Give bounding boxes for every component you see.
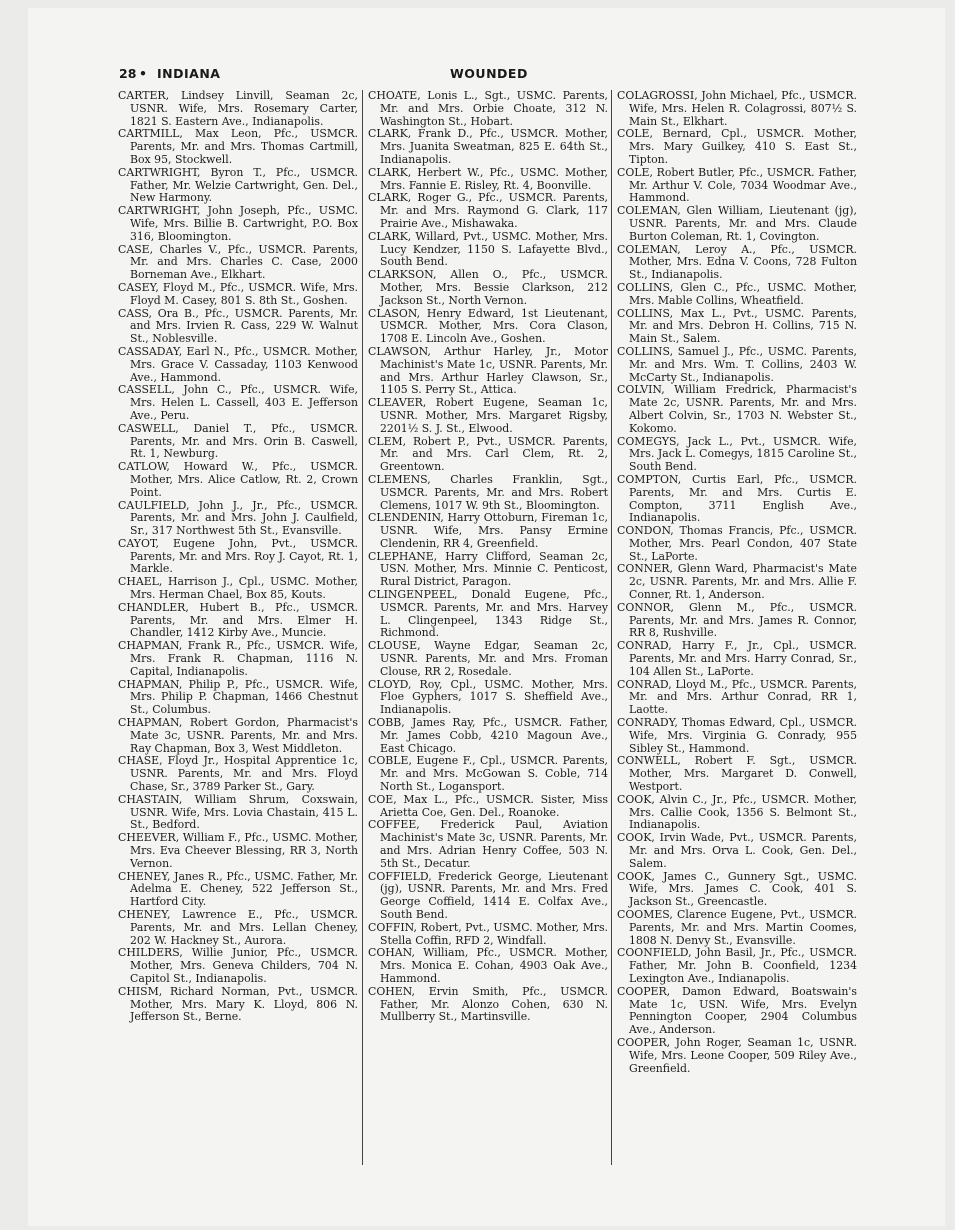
casualty-entry: CONDON, Thomas Francis, Pfc., USMCR. Mother, Mrs. Pearl Condon, 407 State St., LaPorte. xyxy=(617,524,857,563)
casualty-entry: CASSELL, John C., Pfc., USMCR. Wife, Mrs. Helen L. Cassell, 403 E. Jefferson Ave., Peru. xyxy=(118,383,358,422)
casualty-entry: CONNER, Glenn Ward, Pharmacist's Mate 2c, USNR. Parents, Mr. and Mrs. Allie F. Conner, Rt. 1, Anderson. xyxy=(617,562,857,602)
casualty-entry: CLOYD, Roy, Cpl., USMC. Mother, Mrs. Floe Gyphers, 1017 S. Sheffield Ave., Indianapolis. xyxy=(368,677,608,717)
header-state: INDIANA xyxy=(157,66,221,81)
casualty-entry: COMEGYS, Jack L., Pvt., USMCR. Wife, Mrs. Jack L. Comegys, 1815 Caroline St., South Bend. xyxy=(617,434,857,474)
casualty-entry: COMPTON, Curtis Earl, Pfc., USMCR. Parents, Mr. and Mrs. Curtis E. Compton, 3711 English Ave., Indianapolis. xyxy=(617,472,857,525)
casualty-entry: CARTWRIGHT, John Joseph, Pfc., USMC. Wife, Mrs. Billie B. Cartwright, P.O. Box 316, Bloomington. xyxy=(118,204,358,243)
casualty-entry: COLLINS, Samuel J., Pfc., USMC. Parents, Mr. and Mrs. Wm. T. Collins, 2403 W. McCarty St., Indianapolis. xyxy=(617,344,857,384)
casualty-entry: COONFIELD, John Basil, Jr., Pfc., USMCR. Father, Mr. John B. Coonfield, 1234 Lexington Ave., Indianapolis. xyxy=(617,946,857,985)
casualty-entry: CHISM, Richard Norman, Pvt., USMCR. Mother, Mrs. Mary K. Lloyd, 806 N. Jefferson St., Berne. xyxy=(118,984,358,1024)
casualty-entry: COOK, James C., Gunnery Sgt., USMC. Wife, Mrs. James C. Cook, 401 S. Jackson St., Greencastle. xyxy=(617,869,857,909)
casualty-entry: COLE, Bernard, Cpl., USMCR. Mother, Mrs. Mary Guilkey, 410 S. East St., Tipton. xyxy=(617,127,857,166)
casualty-entry: CHANDLER, Hubert B., Pfc., USMCR. Parents, Mr. and Mrs. Elmer H. Chandler, 1412 Kirby Ave., Muncie. xyxy=(118,600,358,640)
casualty-entry: CASS, Ora B., Pfc., USMCR. Parents, Mr. and Mrs. Irvien R. Cass, 229 W. Walnut St., Noblesville. xyxy=(118,306,358,346)
casualty-entry: CONWELL, Robert F. Sgt., USMCR. Mother, Mrs. Margaret D. Conwell, Westport. xyxy=(617,754,857,794)
casualty-entry: CLEM, Robert P., Pvt., USMCR. Parents, Mr. and Mrs. Carl Clem, Rt. 2, Greentown. xyxy=(368,434,608,474)
casualty-entry: CASWELL, Daniel T., Pfc., USMCR. Parents, Mr. and Mrs. Orin B. Caswell, Rt. 1, Newburg. xyxy=(118,421,358,461)
casualty-entry: COLEMAN, Glen William, Lieutenant (jg), USNR. Parents, Mr. and Mrs. Claude Burton Coleman, Rt. 1, Covington. xyxy=(617,204,857,243)
casualty-entry: CLAWSON, Arthur Harley, Jr., Motor Machinist's Mate 1c, USNR. Parents, Mr. and Mrs. Arthur Harley Clawson, Sr., 1105 S. Perry St., Attica. xyxy=(368,344,608,397)
casualty-entry: CLASON, Henry Edward, 1st Lieutenant, USMCR. Mother, Mrs. Cora Clason, 1708 E. Lincoln Ave., Goshen. xyxy=(368,306,608,346)
casualty-entry: CLEAVER, Robert Eugene, Seaman 1c, USNR. Mother, Mrs. Margaret Rigsby, 2201½ S. J. St., Elwood. xyxy=(368,396,608,435)
casualty-entry: CASE, Charles V., Pfc., USMCR. Parents, Mr. and Mrs. Charles C. Case, 2000 Borneman Ave., Elkhart. xyxy=(118,242,358,282)
casualty-entry: CHENEY, Lawrence E., Pfc., USMCR. Parents, Mr. and Mrs. Lellan Cheney, 202 W. Hackney St., Aurora. xyxy=(118,908,358,947)
casualty-entry: CHOATE, Lonis L., Sgt., USMC. Parents, Mr. and Mrs. Orbie Choate, 312 N. Washington St., Hobart. xyxy=(368,90,608,128)
casualty-entry: CLARK, Frank D., Pfc., USMCR. Mother, Mrs. Juanita Sweatman, 825 E. 64th St., Indianapolis. xyxy=(368,127,608,166)
casualty-entry: CLEMENS, Charles Franklin, Sgt., USMCR. Parents, Mr. and Mrs. Robert Clemens, 1017 W. 9th St., Bloomington. xyxy=(368,472,608,512)
casualty-entry: CLOUSE, Wayne Edgar, Seaman 2c, USNR. Parents, Mr. and Mrs. Froman Clouse, RR 2, Rosedale. xyxy=(368,639,608,678)
casualty-entry: COLAGROSSI, John Michael, Pfc., USMCR. Wife, Mrs. Helen R. Colagrossi, 807½ S. Main St., Elkhart. xyxy=(617,90,857,128)
casualty-entry: COE, Max L., Pfc., USMCR. Sister, Miss Arietta Coe, Gen. Del., Roanoke. xyxy=(368,792,608,819)
casualty-entry: COHEN, Ervin Smith, Pfc., USMCR. Father, Mr. Alonzo Cohen, 630 N. Mullberry St., Martinsville. xyxy=(368,984,608,1024)
column-1 xyxy=(118,90,358,1202)
casualty-entry: CONNOR, Glenn M., Pfc., USMCR. Parents, Mr. and Mrs. James R. Connor, RR 8, Rushville. xyxy=(617,600,857,640)
casualty-entry: CASSADAY, Earl N., Pfc., USMCR. Mother, Mrs. Grace V. Cassaday, 1103 Kenwood Ave., Hammond. xyxy=(118,344,358,384)
casualty-entry: COLE, Robert Butler, Pfc., USMCR. Father, Mr. Arthur V. Cole, 7034 Woodmar Ave., Hammond. xyxy=(617,165,857,205)
header-bullet: • xyxy=(139,66,147,81)
casualty-entry: CONRADY, Thomas Edward, Cpl., USMCR. Wife, Mrs. Virginia G. Conrady, 955 Sibley St., Hammond. xyxy=(617,716,857,755)
casualty-entry: COOK, Irvin Wade, Pvt., USMCR. Parents, Mr. and Mrs. Orva L. Cook, Gen. Del., Salem. xyxy=(617,831,857,870)
casualty-entry: COFFIELD, Frederick George, Lieutenant (jg), USNR. Parents, Mr. and Mrs. Fred George Coffield, 1414 E. Colfax Ave., South Bend. xyxy=(368,869,608,921)
casualty-entry: CLARK, Willard, Pvt., USMC. Mother, Mrs. Lucy Kendzer, 1150 S. Lafayette Blvd., South Bend. xyxy=(368,229,608,269)
casualty-entry: CHAEL, Harrison J., Cpl., USMC. Mother, Mrs. Herman Chael, Box 85, Kouts. xyxy=(118,575,358,602)
casualty-entry: CLEPHANE, Harry Clifford, Seaman 2c, USN. Mother, Mrs. Minnie C. Penticost, Rural District, Paragon. xyxy=(368,549,608,589)
casualty-entry: COFFIN, Robert, Pvt., USMC. Mother, Mrs. Stella Coffin, RFD 2, Windfall. xyxy=(368,920,608,947)
casualty-entry: COOK, Alvin C., Jr., Pfc., USMCR. Mother, Mrs. Callie Cook, 1356 S. Belmont St., Indianapolis. xyxy=(617,792,857,832)
casualty-entry: COLVIN, William Fredrick, Pharmacist's Mate 2c, USNR. Parents, Mr. and Mrs. Albert Colvin, Sr., 1703 N. Webster St., Kokomo. xyxy=(617,383,857,435)
casualty-entry: COLLINS, Glen C., Pfc., USMC. Mother, Mrs. Mable Collins, Wheatfield. xyxy=(617,280,857,307)
casualty-entry: CARTWRIGHT, Byron T., Pfc., USMCR. Father, Mr. Welzie Cartwright, Gen. Del., New Harmony. xyxy=(118,165,358,205)
casualty-entry: COOPER, John Roger, Seaman 1c, USNR. Wife, Mrs. Leone Cooper, 509 Riley Ave., Greenfield. xyxy=(617,1035,857,1075)
casualty-entry: CASEY, Floyd M., Pfc., USMCR. Wife, Mrs. Floyd M. Casey, 801 S. 8th St., Goshen. xyxy=(118,280,358,307)
casualty-entry: CHASE, Floyd Jr., Hospital Apprentice 1c, USNR. Parents, Mr. and Mrs. Floyd Chase, Sr., 3789 Parker St., Gary. xyxy=(118,754,358,794)
casualty-entry: CLARK, Roger G., Pfc., USMCR. Parents, Mr. and Mrs. Raymond G. Clark, 117 Prairie Ave., Mishawaka. xyxy=(368,191,608,230)
casualty-entry: CARTER, Lindsey Linvill, Seaman 2c, USNR. Wife, Mrs. Rosemary Carter, 1821 S. Eastern Ave., Indianapolis. xyxy=(118,90,358,128)
casualty-entry: COBLE, Eugene F., Cpl., USMCR. Parents, Mr. and Mrs. McGowan S. Coble, 714 North St., Logansport. xyxy=(368,754,608,794)
casualty-entry: CLARKSON, Allen O., Pfc., USMCR. Mother, Mrs. Bessie Clarkson, 212 Jackson St., North Vernon. xyxy=(368,268,608,307)
column-divider-1 xyxy=(362,90,363,1165)
casualty-entry: COOMES, Clarence Eugene, Pvt., USMCR. Parents, Mr. and Mrs. Martin Coomes, 1808 N. Denvy St., Evansville. xyxy=(617,908,857,947)
casualty-entry: CHAPMAN, Robert Gordon, Pharmacist's Mate 3c, USNR. Parents, Mr. and Mrs. Ray Chapman, Box 3, West Middleton. xyxy=(118,716,358,755)
column-2 xyxy=(368,90,608,1202)
column-3 xyxy=(617,90,857,1202)
casualty-entry: COOPER, Damon Edward, Boatswain's Mate 1c, USN. Wife, Mrs. Evelyn Pennington Cooper, 2904 Columbus Ave., Anderson. xyxy=(617,984,857,1037)
casualty-entry: CATLOW, Howard W., Pfc., USMCR. Mother, Mrs. Alice Catlow, Rt. 2, Crown Point. xyxy=(118,460,358,499)
casualty-entry: COLEMAN, Leroy A., Pfc., USMCR. Mother, Mrs. Edna V. Coons, 728 Fulton St., Indianapolis. xyxy=(617,242,857,282)
casualty-entry: CLENDENIN, Harry Ottoburn, Fireman 1c, USNR. Wife, Mrs. Pansy Ermine Clendenin, RR 4, Greenfield. xyxy=(368,511,608,550)
page-number: 28 xyxy=(119,66,137,81)
casualty-entry: CONRAD, Lloyd M., Pfc., USMCR. Parents, Mr. and Mrs. Arthur Conrad, RR 1, Laotte. xyxy=(617,677,857,717)
casualty-entry: CAULFIELD, John J., Jr., Pfc., USMCR. Parents, Mr. and Mrs. John J. Caulfield, Sr., 317 Northwest 5th St., Evansville. xyxy=(118,498,358,538)
casualty-entry: COBB, James Ray, Pfc., USMCR. Father, Mr. James Cobb, 4210 Magoun Ave., East Chicago. xyxy=(368,716,608,755)
casualty-entry: COLLINS, Max L., Pvt., USMC. Parents, Mr. and Mrs. Debron H. Collins, 715 N. Main St., Salem. xyxy=(617,306,857,346)
casualty-entry: CONRAD, Harry F., Jr., Cpl., USMCR. Parents, Mr. and Mrs. Harry Conrad, Sr., 104 Allen St., LaPorte. xyxy=(617,639,857,678)
running-header xyxy=(119,66,849,82)
casualty-entry: CARTMILL, Max Leon, Pfc., USMCR. Parents, Mr. and Mrs. Thomas Cartmill, Box 95, Stockwell. xyxy=(118,127,358,166)
casualty-entry: CLARK, Herbert W., Pfc., USMC. Mother, Mrs. Fannie E. Risley, Rt. 4, Boonville. xyxy=(368,165,608,192)
column-divider-2 xyxy=(611,90,612,1165)
header-section-title: WOUNDED xyxy=(450,66,528,81)
casualty-entry: COHAN, William, Pfc., USMCR. Mother, Mrs. Monica E. Cohan, 4903 Oak Ave., Hammond. xyxy=(368,946,608,985)
casualty-entry: CHASTAIN, William Shrum, Coxswain, USNR. Wife, Mrs. Lovia Chastain, 415 L. St., Bedford. xyxy=(118,792,358,832)
casualty-entry: CHAPMAN, Frank R., Pfc., USMCR. Wife, Mrs. Frank R. Chapman, 1116 N. Capital, Indianapolis. xyxy=(118,639,358,678)
casualty-entry: CHAPMAN, Philip P., Pfc., USMCR. Wife, Mrs. Philip P. Chapman, 1466 Chestnut St., Columbus. xyxy=(118,677,358,717)
casualty-entry: CLINGENPEEL, Donald Eugene, Pfc., USMCR. Parents, Mr. and Mrs. Harvey L. Clingenpeel, 1343 Ridge St., Richmond. xyxy=(368,588,608,640)
casualty-entry: CHENEY, Janes R., Pfc., USMC. Father, Mr. Adelma E. Cheney, 522 Jefferson St., Hartford City. xyxy=(118,869,358,909)
casualty-entry: CAYOT, Eugene John, Pvt., USMCR. Parents, Mr. and Mrs. Roy J. Cayot, Rt. 1, Markle. xyxy=(118,536,358,576)
casualty-entry: CHILDERS, Willie Junior, Pfc., USMCR. Mother, Mrs. Geneva Childers, 704 N. Capitol St., Indianapolis. xyxy=(118,946,358,985)
casualty-entry: COFFEE, Frederick Paul, Aviation Machinist's Mate 3c, USNR. Parents, Mr. and Mrs. Adrian Henry Coffee, 503 N. 5th St., Decatur. xyxy=(368,818,608,870)
casualty-entry: CHEEVER, William F., Pfc., USMC. Mother, Mrs. Eva Cheever Blessing, RR 3, North Vernon. xyxy=(118,831,358,870)
